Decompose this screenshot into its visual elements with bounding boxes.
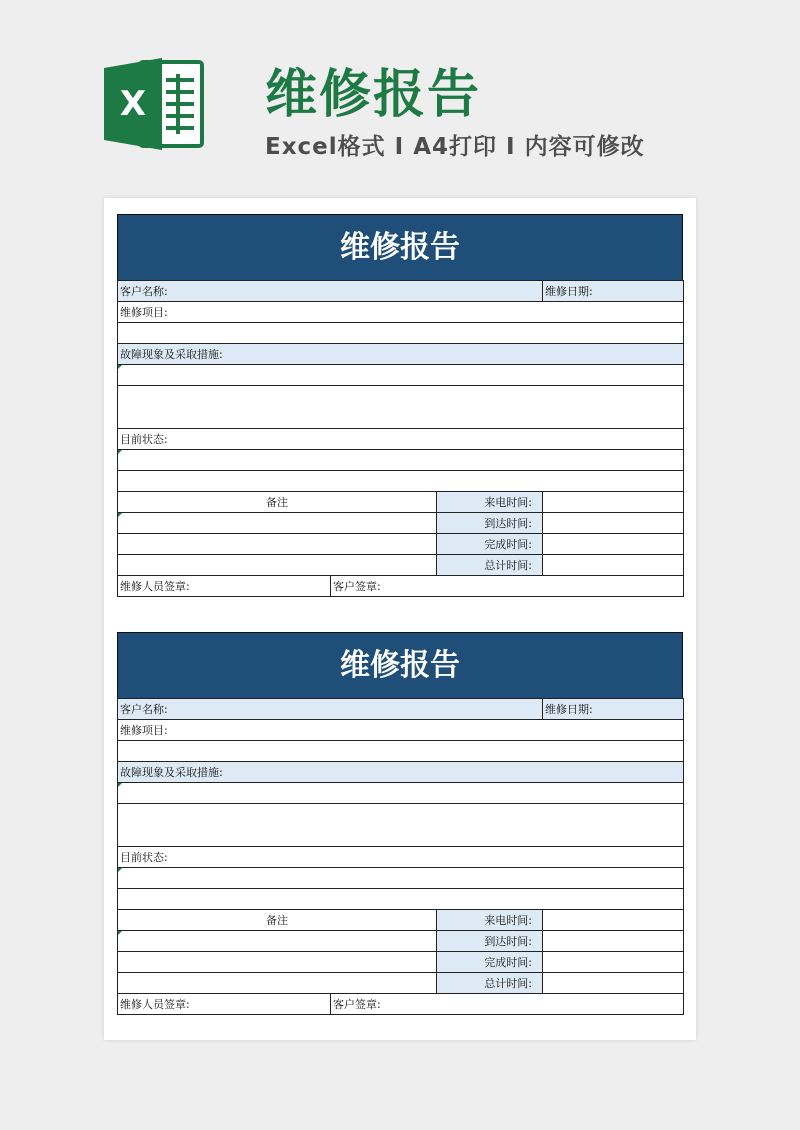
table-row (118, 386, 684, 429)
arrival-time-label: 到达时间: (437, 513, 543, 534)
call-time-label: 来电时间: (437, 492, 543, 513)
customer-sign-cell[interactable]: 客户签章: (331, 576, 684, 597)
table-row (118, 699, 684, 720)
table-row (118, 762, 684, 783)
table-row (118, 952, 684, 973)
table-row (118, 450, 684, 471)
call-time-value[interactable] (543, 910, 684, 931)
repair-report-form (117, 214, 683, 597)
remarks-input-cell[interactable] (118, 952, 437, 973)
status-input-cell[interactable] (118, 450, 684, 471)
table-row (118, 492, 684, 513)
total-time-value[interactable] (543, 555, 684, 576)
call-time-label: 来电时间: (437, 910, 543, 931)
blank-cell[interactable] (118, 323, 684, 344)
repair-date-cell[interactable]: 维修日期: (543, 281, 684, 302)
table-row (118, 576, 684, 597)
total-time-value[interactable] (543, 973, 684, 994)
status-input-cell[interactable] (118, 889, 684, 910)
table-row (118, 741, 684, 762)
table-row (118, 973, 684, 994)
total-time-label: 总计时间: (437, 555, 543, 576)
excel-logo-icon (104, 58, 204, 150)
table-row (118, 344, 684, 365)
customer-name-cell[interactable]: 客户名称: (118, 281, 543, 302)
remarks-label-cell: 备注 (118, 910, 437, 931)
repair-report-form (117, 632, 683, 1015)
table-row (118, 513, 684, 534)
page-subtitle: Excel格式 I A4打印 I 内容可修改 (265, 134, 645, 160)
svg-text:X: X (119, 84, 147, 124)
table-row (118, 429, 684, 450)
remarks-label-cell: 备注 (118, 492, 437, 513)
status-input-cell[interactable] (118, 471, 684, 492)
table-row (118, 994, 684, 1015)
table-row (118, 783, 684, 804)
table-row (118, 804, 684, 847)
table-row (118, 281, 684, 302)
technician-sign-cell[interactable]: 维修人员签章: (118, 994, 331, 1015)
table-row (118, 910, 684, 931)
customer-sign-cell[interactable]: 客户签章: (331, 994, 684, 1015)
remarks-input-cell[interactable] (118, 555, 437, 576)
fault-label-cell[interactable]: 故障现象及采取措施: (118, 762, 684, 783)
remarks-input-cell[interactable] (118, 534, 437, 555)
repair-item-cell[interactable]: 维修项目: (118, 302, 684, 323)
table-row (118, 889, 684, 910)
fault-label-cell[interactable]: 故障现象及采取措施: (118, 344, 684, 365)
arrival-time-value[interactable] (543, 931, 684, 952)
status-label-cell[interactable]: 目前状态: (118, 847, 684, 868)
complete-time-label: 完成时间: (437, 534, 543, 555)
complete-time-label: 完成时间: (437, 952, 543, 973)
fault-input-cell[interactable] (118, 365, 684, 386)
complete-time-value[interactable] (543, 952, 684, 973)
table-row (118, 534, 684, 555)
total-time-label: 总计时间: (437, 973, 543, 994)
report-table (117, 698, 684, 1015)
table-row (118, 868, 684, 889)
table-row (118, 471, 684, 492)
table-row (118, 720, 684, 741)
blank-cell[interactable] (118, 741, 684, 762)
remarks-input-cell[interactable] (118, 973, 437, 994)
call-time-value[interactable] (543, 492, 684, 513)
table-row (118, 555, 684, 576)
fault-input-cell[interactable] (118, 783, 684, 804)
customer-name-cell[interactable]: 客户名称: (118, 699, 543, 720)
table-row (118, 323, 684, 344)
repair-item-cell[interactable]: 维修项目: (118, 720, 684, 741)
repair-date-cell[interactable]: 维修日期: (543, 699, 684, 720)
report-title: 维修报告 (117, 632, 683, 698)
technician-sign-cell[interactable]: 维修人员签章: (118, 576, 331, 597)
arrival-time-label: 到达时间: (437, 931, 543, 952)
report-title: 维修报告 (117, 214, 683, 280)
fault-input-cell[interactable] (118, 386, 684, 429)
status-label-cell[interactable]: 目前状态: (118, 429, 684, 450)
table-row (118, 931, 684, 952)
report-table (117, 280, 684, 597)
remarks-input-cell[interactable] (118, 513, 437, 534)
table-row (118, 847, 684, 868)
arrival-time-value[interactable] (543, 513, 684, 534)
page-title: 维修报告 (265, 65, 482, 125)
status-input-cell[interactable] (118, 868, 684, 889)
table-row (118, 302, 684, 323)
remarks-input-cell[interactable] (118, 931, 437, 952)
fault-input-cell[interactable] (118, 804, 684, 847)
complete-time-value[interactable] (543, 534, 684, 555)
table-row (118, 365, 684, 386)
